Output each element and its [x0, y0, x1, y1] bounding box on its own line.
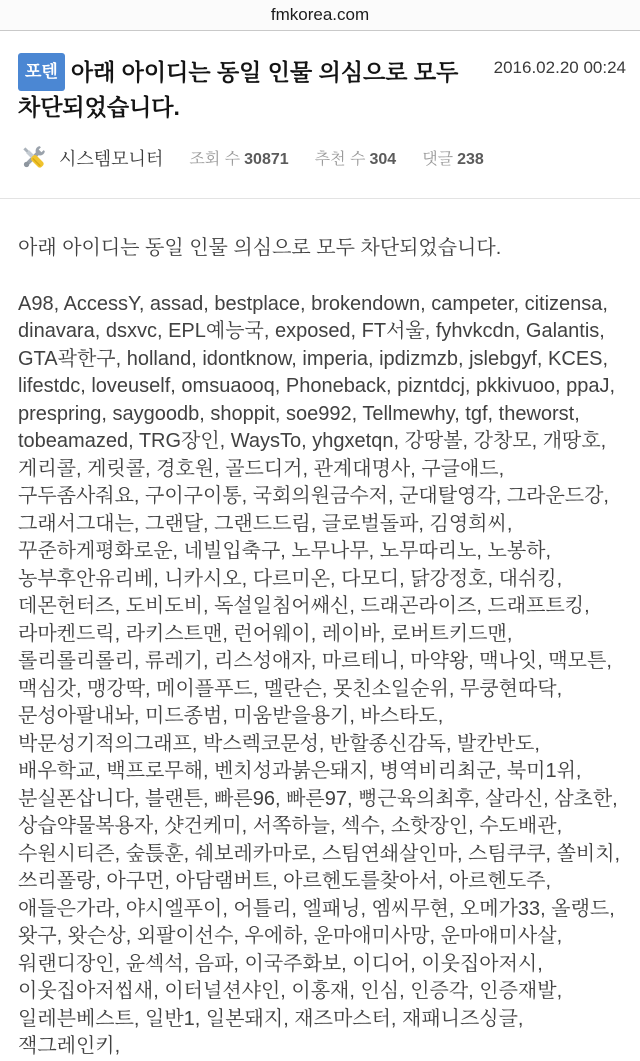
post-date: 2016.02.20 00:24 [493, 58, 626, 77]
poten-badge: 포텐 [18, 53, 65, 91]
crossed-tools-icon [18, 142, 49, 173]
post-title: 아래 아이디는 동일 인물 의심으로 모두 차단되었습니다. [18, 59, 459, 120]
body-intro: 아래 아이디는 동일 인물 의심으로 모두 차단되었습니다. [18, 237, 502, 259]
author-name[interactable]: 시스템모니터 [59, 148, 164, 169]
stat-comments [422, 146, 484, 169]
stat-upvotes [315, 146, 397, 169]
stat-upvotes-label: 추천 수 [314, 151, 366, 168]
blocked-ids-text: A98, AccessY, assad, bestplace, brokendown, campeter, citizensa, dinavara, dsxvc, EPL예능국, exposed, FT서울, fyhvkcdn, Galantis, GTA곽한구, holland, idontknow, imperia, ipdizmzb, jslebgyf, KCES, lifestdc, loveuself, omsuaooq, Phoneback, pizntdcj, pkkivuoo, ppaJ, prespring, saygoodb, shoppit, soe992, Tellmewhy, tgf, theworst, tobeamazed, TRG장인, WaysTo, yhgxetqn, 강땅볼, 강창모, 개땅호, 게리콜, 게릿콜, 경호원, 골드디거, 관계대명사, 구글애드, 구두좀사줘요, 구이구이통, 국회의원금수저, 군대탈영각, 그라운드강, 그래서그대는, 그랜달, 그랜드드림, 글로벌돌파, 김영희씨, 꾸준하게평화로운, 네빌입축구, 노무나무, 노무따리노, 노봉하, 농부후안유리베, 니카시오, 다르미온, 다모디, 닭강정호, 대쉬킹, 데몬헌터즈, 도비도비, 독설일침어쌔신, 드래곤라이즈, 드래프트킹, 라마켄드릭, 라키스트맨, 런어웨이, 레이바, 로버트키드맨, 롤리롤리롤리, 류레기, 리스성애자, 마르테니, 마약왕, 맥나잇, 맥모튼, 맥심갓, 맹강딱, 메이플푸드, 멜란슨, 못친소일순위, 무쿵현따닥, 문성아팔내놔, 미드종범, 미움받을용기, 바스타도, 박문성기적의그래프, 박스렉코문성, 반할종신감독, 발칸반도, 배우학교, 백프로무해, 벤치성과붉은돼지, 병역비리최군, 북미1위, 분실폰삽니다, 블랜튼, 빠른96, 빠른97, 뻥근육의최후, 살라신, 삼초한, 상습약물복용자, 샷건케미, 서쪽하늘, 섹수, 소핫장인, 수도배관, 수원시티즌, 숲튽훈, 쉐보레카마로, 스팀연쇄살인마, 스팀쿠쿠, 쏠비치, 쓰리폴랑, 아구먼, 아담램버트, 아르헨도를찾아서, 아르헨도주, 애들은가라, 야시엘푸이, 어틀리, 엘패닝, 엠씨무현, 오메가33, 올랭드, 왓구, 왓슨상, 외팔이선수, 우에하, 운마애미사망, 운마애미사살, 워랜디장인, 윤섹석, 음파, 이국주화보, 이디어, 이웃집아저시, 이웃집아저씹새, 이터널션샤인, 이홍재, 인심, 인증각, 인증재발, 일레븐베스트, 일반1, 일본돼지, 재즈마스터, 재패니즈싱글, 잭그레인키 [18, 292, 621, 1057]
stat-comments-label: 댓글 [422, 151, 454, 168]
stat-upvotes-value: 304 [369, 151, 397, 168]
stat-views-label: 조회 수 [189, 151, 241, 168]
browser-url-bar[interactable] [0, 0, 640, 31]
post-meta-row [0, 124, 640, 173]
post-body [0, 199, 640, 1061]
blocked-id-list [18, 291, 622, 1061]
url-text: fmkorea.com [270, 5, 370, 24]
list-suffix: , [114, 1035, 121, 1057]
stat-views [189, 146, 288, 169]
stat-views-value: 30871 [244, 151, 289, 168]
stat-comments-value: 238 [457, 151, 484, 168]
post-header [0, 31, 640, 124]
